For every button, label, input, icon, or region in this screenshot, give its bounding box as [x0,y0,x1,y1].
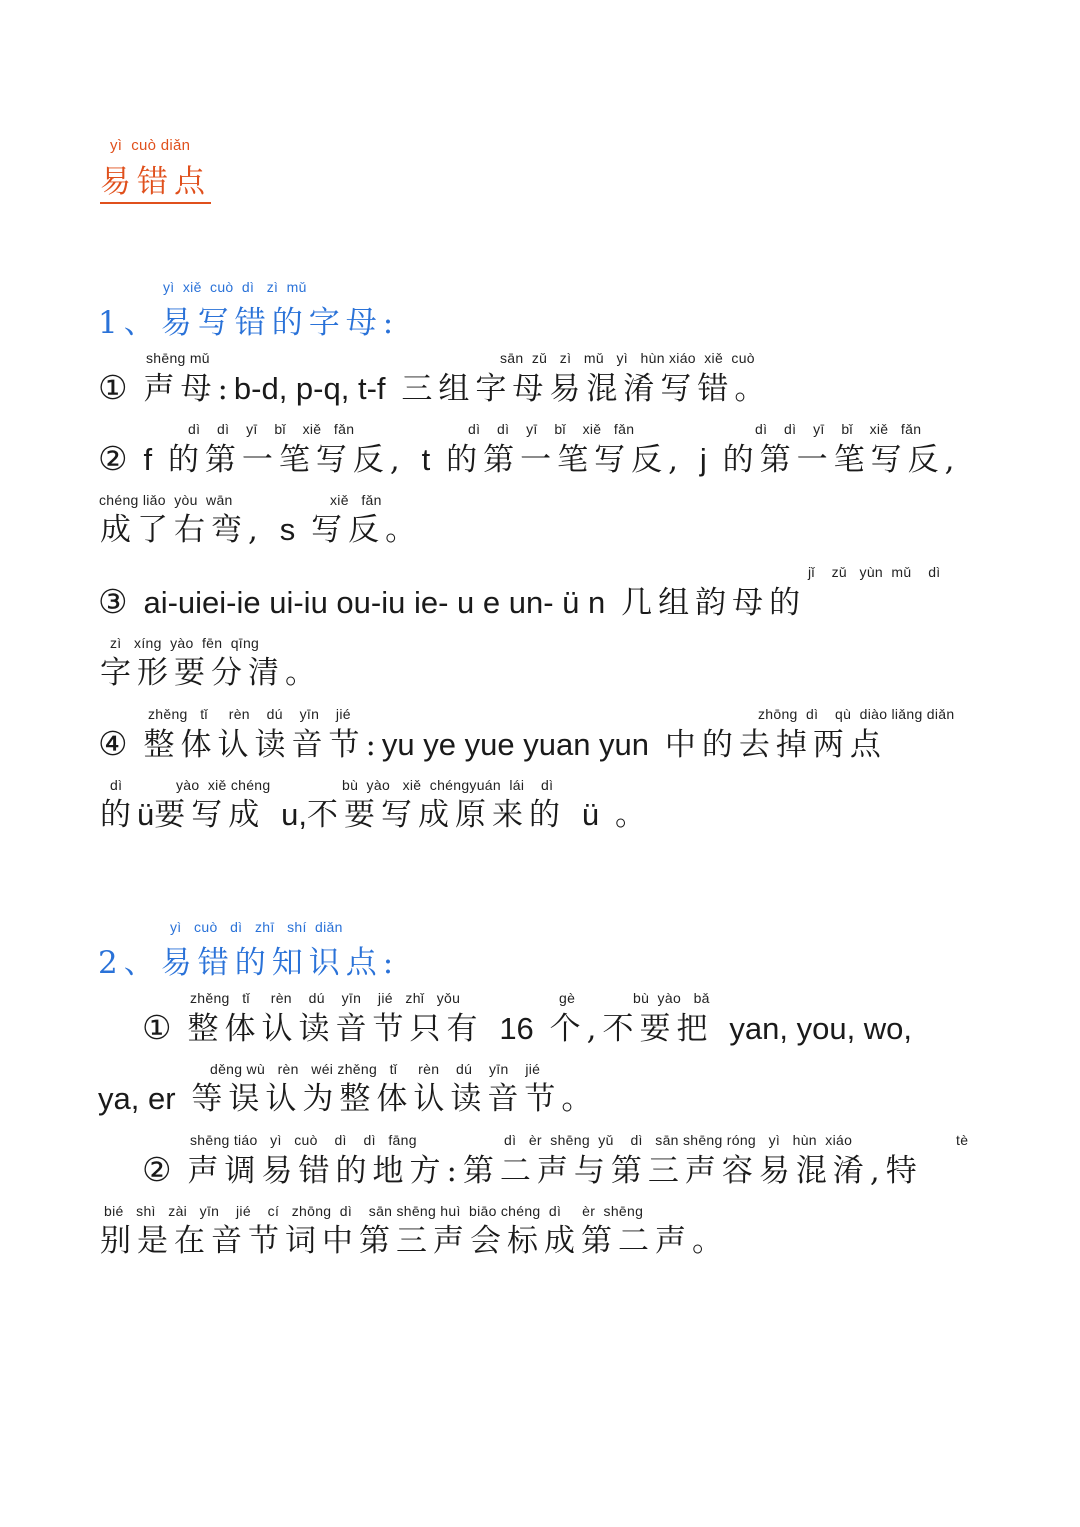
item2-text-2: 的第一笔写反, [446,442,684,478]
s2-item2-pinyin-b: dì èr shēng yǔ dì sān shēng róng yì hùn xiáo [504,1132,853,1148]
s2-item1-pinyin-c: bù yào bǎ [633,990,710,1006]
s2-item1-text-1: 整体认读音节只有 [187,1011,484,1047]
s2-item2-pinyin-c: tè [956,1132,969,1148]
circle-number-1: ① [98,368,128,407]
item2-letter-t: t [421,442,431,477]
s2-item1-line2-pinyin: děng wù rèn wéi zhěng tǐ rèn dú yīn jié [210,1061,541,1077]
title-pinyin: yì cuò diǎn [110,137,191,154]
s2-item1-line2-syllables: ya, er [98,1081,176,1116]
item4-line2 [100,795,652,835]
item2-text-3: 的第一笔写反, [722,442,961,478]
item3-letters: ai-uiei-ie ui-iu ou-iu ie- u e un- ü n [143,585,606,620]
item2-line2-pinyin-a: chéng liǎo yòu wān [99,492,233,508]
item1-letters: b-d, p-q, t-f [233,371,386,406]
s2-circle-number-1: ① [142,1008,172,1047]
item4-line2-pinyin-c: bù yào xiě chéngyuán lái dì [342,777,554,793]
item2-line2-pinyin-b: xiě fǎn [330,492,382,508]
item4-label: 整体认读音节: [143,727,382,763]
item4-line2-text-3: 不要写成原来的 [306,797,566,833]
section2-heading: 2、易错的知识点: [98,945,400,981]
s2-item1-line2-text: 等误认为整体认读音节。 [191,1081,599,1117]
item2-text-1: 的第一笔写反, [167,442,406,478]
s2-item1-line2 [98,1079,598,1119]
s2-item2-pinyin-a: shēng tiáo yì cuò dì dì fāng [190,1132,417,1148]
item1-pinyin-a: shēng mǔ [146,350,210,366]
item1-label: 声母: [143,371,234,407]
item2-line2-text-2: 写反。 [311,512,423,548]
item3-line [98,582,806,623]
s2-circle-number-2: ② [142,1150,172,1189]
circle-number-3: ③ [98,582,128,621]
item2-pinyin-c: dì dì yī bǐ xiě fǎn [755,421,922,437]
item3-pinyin-a: jǐ zǔ yùn mǔ dì [808,564,941,580]
item4-line2-letter-u: u, [281,797,307,832]
item1-line [98,368,771,409]
s2-item1-pinyin-a: zhěng tǐ rèn dú yīn jié zhǐ yǒu [190,990,461,1006]
item4-line2-letter-u-umlaut: ü [137,797,155,832]
item4-line2-pinyin-b: yào xiě chéng [176,777,271,793]
s2-item1-syllables: yan, you, wo, [729,1011,913,1046]
item4-pinyin-a: zhěng tǐ rèn dú yīn jié [148,706,351,722]
item3-line2: 字形要分清。 [100,655,322,691]
section1-heading: 1、易写错的字母: [98,305,400,341]
s2-item2-text-1: 声调易错的地方:第二声与第三声容易混淆,特 [187,1153,923,1189]
item1-pinyin-b: sān zǔ zì mǔ yì hùn xiáo xiě cuò [500,350,755,366]
s2-item2-line2: 别是在音节词中第三声会标成第二声。 [100,1223,729,1259]
page-title: 易错点 [100,156,211,204]
s2-item2-line2-pinyin: bié shì zài yīn jié cí zhōng dì sān shēng huì biāo chéng dì èr shēng [104,1203,644,1219]
item2-letter-f: f [143,442,153,477]
item4-pinyin-b: zhōng dì qù diào liǎng diǎn [758,706,955,722]
item2-line [98,439,960,480]
s2-item1-line [142,1008,912,1049]
s2-item1-number: 16 [499,1011,534,1046]
item2-line2-text-1: 成了右弯, [100,512,264,548]
item2-pinyin-a: dì dì yī bǐ xiě fǎn [188,421,355,437]
section1-heading-pinyin: yì xiě cuò dì zì mǔ [163,279,307,295]
item4-line2-letter-u-umlaut-2: ü [581,797,600,832]
item4-line [98,724,887,765]
item4-tail: 中的去掉两点 [664,727,887,763]
item2-letter-j: j [699,442,707,477]
item1-tail: 三组字母易混淆写错。 [401,371,772,407]
section2-heading-pinyin: yì cuò dì zhī shí diǎn [170,919,343,935]
item4-letters: yu ye yue yuan yun [381,727,650,762]
item3-line2-pinyin: zì xíng yào fēn qīng [110,635,260,651]
s2-item2-line [142,1150,923,1191]
item2-pinyin-b: dì dì yī bǐ xiě fǎn [468,421,635,437]
item4-line2-pinyin-a: dì [110,777,123,793]
s2-item1-pinyin-b: gè [559,990,576,1006]
item4-line2-text-2: 要写成 [154,797,266,833]
item2-line2-letter-s: s [279,512,296,547]
item2-line2 [100,510,422,550]
circle-number-2: ② [98,439,128,478]
item4-line2-text-4: 。 [614,797,652,833]
item4-line2-text-1: 的 [100,797,137,833]
s2-item1-text-2: 个,不要把 [549,1011,714,1047]
item3-tail: 几组韵母的 [621,585,807,621]
circle-number-4: ④ [98,724,128,763]
